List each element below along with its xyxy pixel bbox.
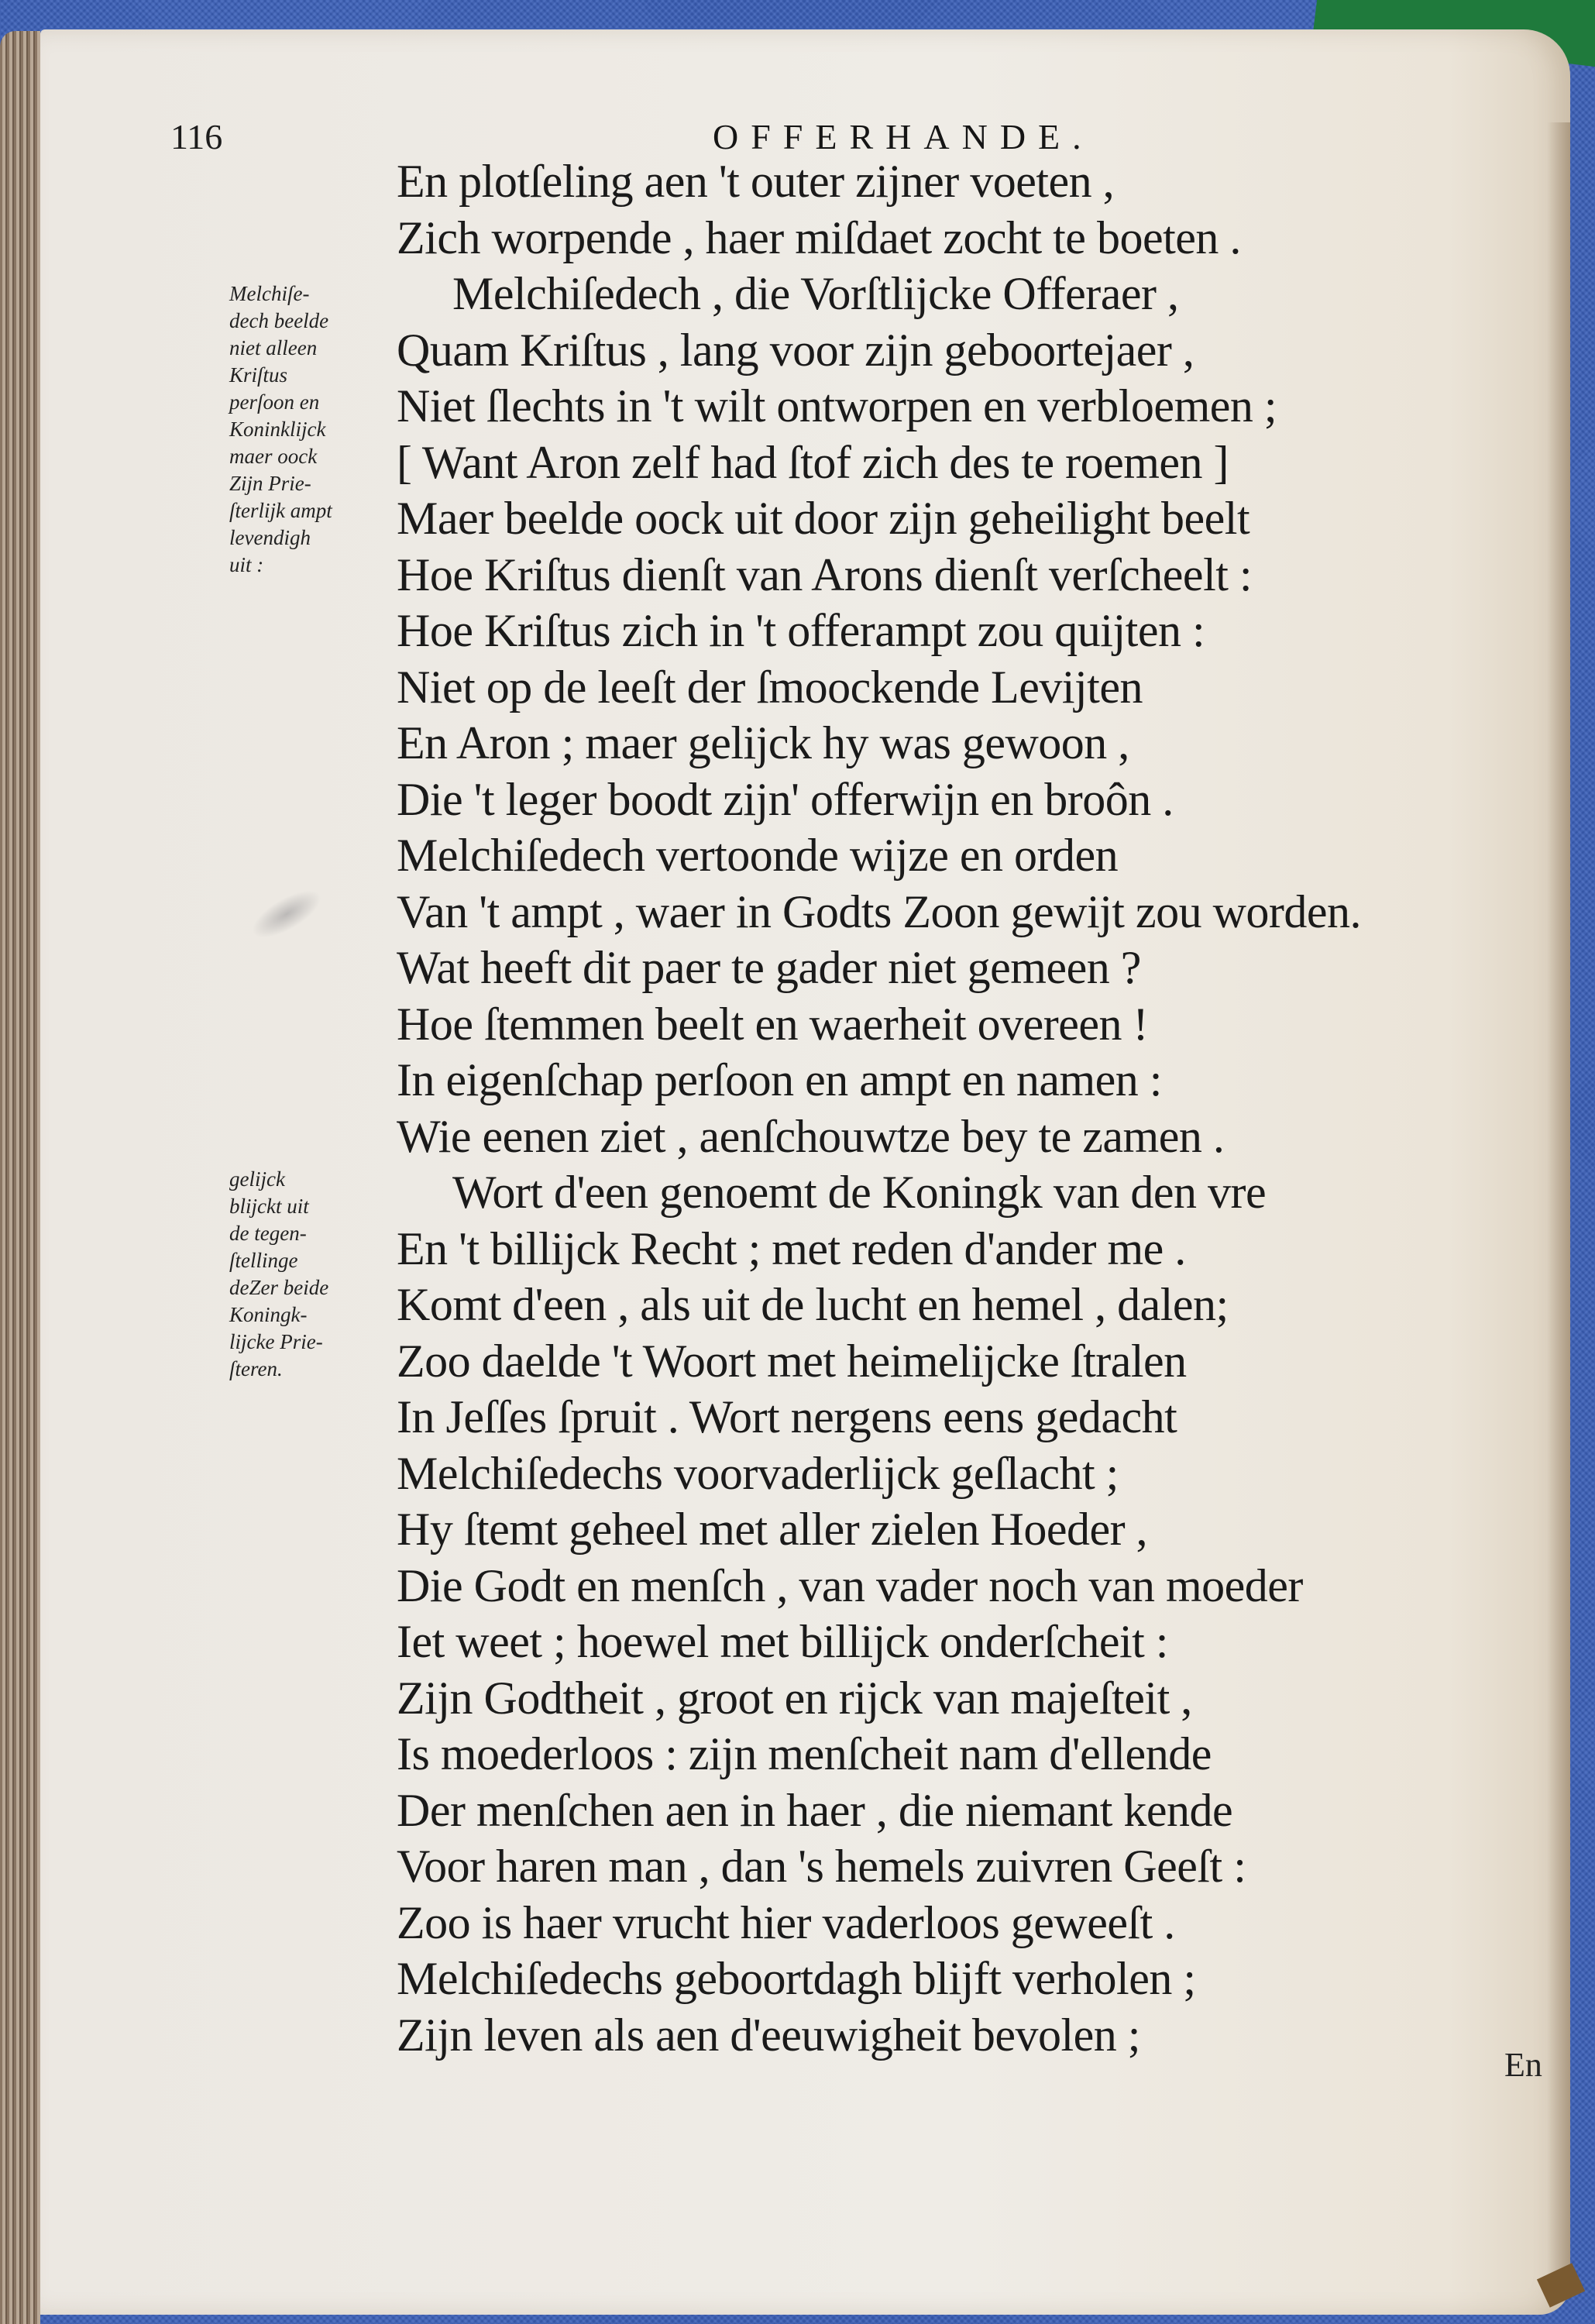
catchword: En [1504, 2046, 1542, 2084]
verse-line: Die 't leger boodt zijn' offerwijn en broôn . [397, 773, 1174, 825]
marginal-line: Zijn Prie- [229, 472, 311, 495]
verse-line: Komt d'een , als uit de lucht en hemel , dalen; [397, 1279, 1229, 1330]
verse-line: Niet ſlechts in 't wilt ontworpen en verbloemen ; [397, 380, 1277, 431]
verse-line: Melchiſedech vertoonde wijze en orden [397, 830, 1119, 881]
verse-line: Der menſchen aen in haer , die niemant kende [397, 1784, 1233, 1836]
marginal-line: lijcke Prie- [229, 1330, 323, 1353]
verse-line: Hoe Kriſtus dienſt van Arons dienſt verſcheelt : [397, 548, 1253, 600]
verse-line: En Aron ; maer gelijck hy was gewoon , [397, 717, 1129, 768]
page-number: 116 [170, 117, 223, 156]
marginal-line: de tegen- [229, 1222, 307, 1245]
verse-line: Maer beelde oock uit door zijn geheilight beelt [397, 493, 1250, 544]
verse-line: Is moederloos : zijn menſcheit nam d'ellende [397, 1728, 1212, 1779]
marginal-line: deZer beide [229, 1276, 329, 1299]
verse-line: In eigenſchap perſoon en ampt en namen : [397, 1054, 1162, 1105]
verse-line: Hoe ſtemmen beelt en waerheit overeen ! [397, 998, 1149, 1050]
marginal-line: perſoon en [229, 390, 320, 414]
running-title: OFFERHANDE. [713, 117, 1094, 156]
marginal-line: dech beelde [229, 309, 329, 332]
verse-line: Zijn leven als aen d'eeuwigheit bevolen ; [397, 2009, 1140, 2061]
verse-line: Voor haren man , dan 's hemels zuivren Geeſt : [397, 1841, 1246, 1892]
verse-line: Melchiſedechs voorvaderlijck geſlacht ; [397, 1447, 1119, 1499]
verse-line: Iet weet ; hoewel met billijck onderſcheit : [397, 1616, 1168, 1667]
verse-line: Melchiſedechs geboortdagh blijft verholen ; [397, 1953, 1196, 2004]
verse-line: Hy ſtemt geheel met aller zielen Hoeder , [397, 1504, 1148, 1555]
verse-line: Zijn Godtheit , groot en rijck van majeſteit , [397, 1672, 1192, 1724]
marginal-line: niet alleen [229, 336, 318, 359]
verse-line: Niet op de leeſt der ſmoockende Levijten [397, 661, 1143, 713]
gutter-shadow [1547, 122, 1570, 2291]
marginal-line: blijckt uit [229, 1195, 309, 1218]
verse-line: Melchiſedech , die Vorſtlijcke Offeraer , [452, 268, 1179, 319]
marginal-line: Kriſtus [229, 363, 288, 387]
page-edges [0, 31, 40, 2324]
marginal-note-1 [229, 280, 392, 579]
verse-line: Zoo daelde 't Woort met heimelijcke ſtralen [397, 1335, 1187, 1387]
marginal-line: Koningk- [229, 1303, 308, 1326]
verse-line: Wort d'een genoemt de Koningk van den vre [452, 1167, 1267, 1218]
verse-line: [ Want Aron zelf had ſtof zich des te roemen ] [397, 436, 1229, 488]
verse-line: Quam Kriſtus , lang voor zijn geboortejaer , [397, 324, 1195, 376]
verse-line: Die Godt en menſch , van vader noch van moeder [397, 1559, 1303, 1611]
verse-line: Zich worpende , haer miſdaet zocht te boeten . [397, 211, 1241, 263]
marginal-line: ſterlijk ampt [229, 499, 332, 522]
verse-line: Zoo is haer vrucht hier vaderloos geweeſt . [397, 1896, 1175, 1948]
marginal-line: levendigh [229, 526, 311, 549]
verse-line: En 't billijck Recht ; met reden d'ander me . [397, 1222, 1186, 1274]
verse-line: En plotſeling aen 't outer zijner voeten , [397, 156, 1115, 207]
marginal-line: Koninklijck [229, 418, 326, 441]
verse-line: Hoe Kriſtus zich in 't offerampt zou quijten : [397, 605, 1205, 656]
marginal-line: uit : [229, 553, 264, 576]
marginal-line: maer oock [229, 445, 318, 468]
verse-line: Van 't ampt , waer in Godts Zoon gewijt zou worden. [397, 885, 1362, 937]
verse-line: In Jeſſes ſpruit . Wort nergens eens gedacht [397, 1391, 1177, 1442]
marginal-line: Melchiſe- [229, 282, 310, 305]
verse-body [397, 153, 1543, 2063]
marginal-line: gelijck [229, 1167, 285, 1191]
verse-line: Wat heeft dit paer te gader niet gemeen ? [397, 942, 1141, 993]
verse-line: Wie eenen ziet , aenſchouwtze bey te zamen . [397, 1110, 1225, 1162]
marginal-line: ſtellinge [229, 1249, 298, 1272]
marginal-line: ſteren. [229, 1357, 283, 1380]
marginal-note-2 [229, 1166, 392, 1383]
